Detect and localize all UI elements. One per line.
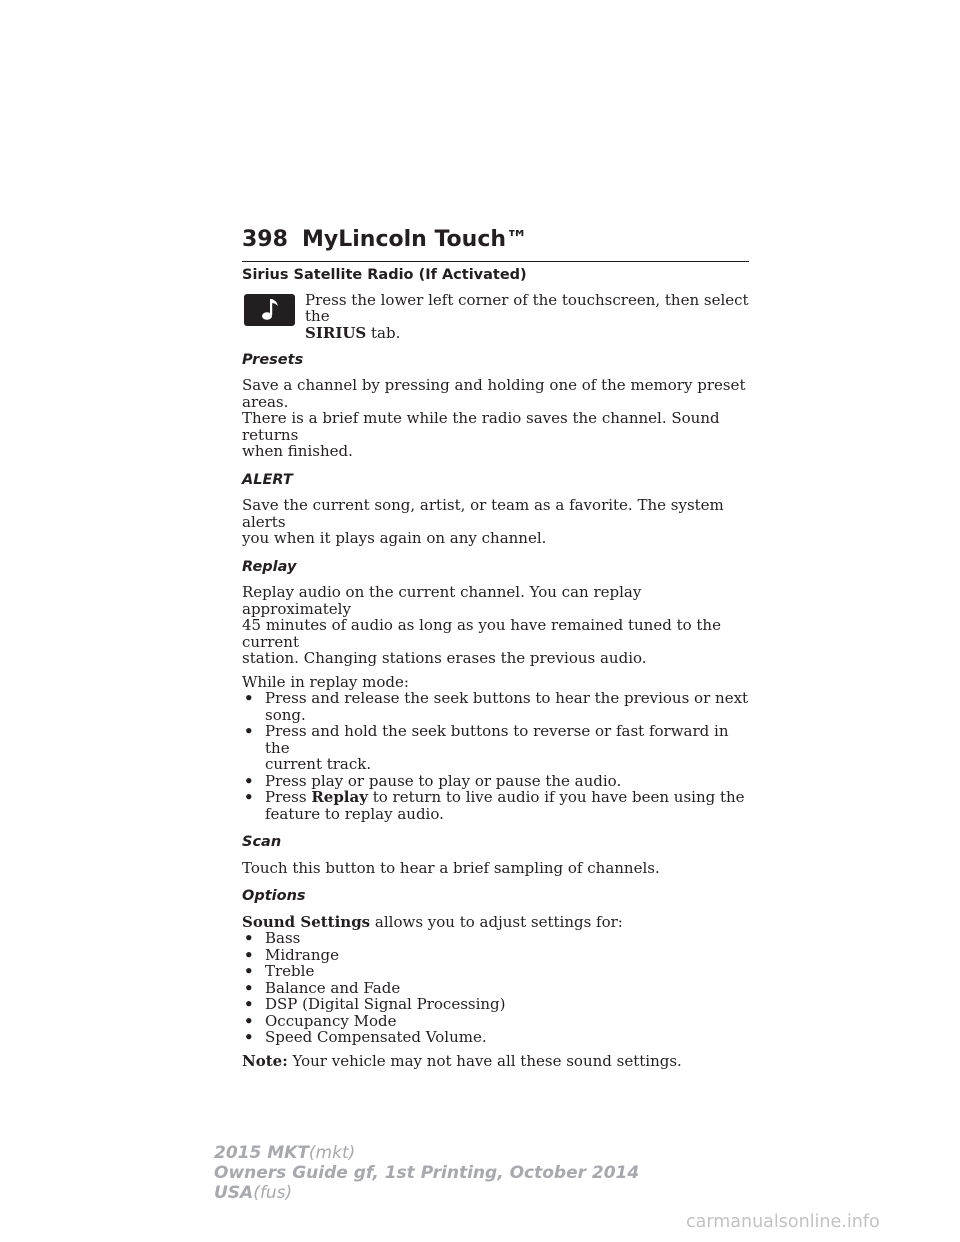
note-label: Note: [242, 1051, 288, 1070]
list-item: • Press Replay to return to live audio if you have been using the feature to replay audio. [242, 789, 752, 822]
section-title: Sirius Satellite Radio (If Activated) [242, 267, 527, 283]
list-item: • Balance and Fade [242, 980, 752, 997]
chapter-title: MyLincoln Touch™ [302, 227, 529, 252]
watermark: carmanualsonline.info [686, 1212, 880, 1232]
sirius-instruction [242, 292, 752, 340]
sirius-instruction-text: Press the lower left corner of the touchscreen, then select the SIRIUS tab. [305, 290, 749, 342]
page-footer [214, 1143, 639, 1203]
list-item: • Speed Compensated Volume. [242, 1029, 752, 1046]
presets-text: Save a channel by pressing and holding one of the memory preset areas. There is a brief mute while the radio saves the channel. Sound returns when finished. [242, 376, 746, 460]
replay-text: Replay audio on the current channel. You can replay approximately 45 minutes of audio as long as you have remained tuned to the current station. Changing stations erases the previous audio. [242, 583, 721, 667]
list-item: • Press and hold the seek buttons to reverse or fast forward in the current track. [242, 723, 752, 773]
footer-guide: Owners Guide gf, 1st Printing, October 2014 [214, 1163, 640, 1183]
list-item: • Press and release the seek buttons to hear the previous or next song. [242, 690, 752, 723]
list-item: • DSP (Digital Signal Processing) [242, 996, 752, 1013]
note-text: Note: Your vehicle may not have all these sound settings. [242, 1051, 682, 1070]
presets-heading: Presets [242, 351, 304, 368]
replay-mode-intro: While in replay mode: [242, 672, 409, 691]
footer-market: USA(fus) [214, 1183, 293, 1203]
list-item: • Treble [242, 963, 752, 980]
list-item: • Bass [242, 930, 752, 947]
page-number: 398 [242, 227, 288, 252]
replay-label: Replay [311, 788, 368, 806]
alert-text: Save the current song, artist, or team as a favorite. The system alerts you when it plays again on any channel. [242, 496, 724, 547]
list-item: • Occupancy Mode [242, 1013, 752, 1030]
options-heading: Options [242, 888, 306, 904]
sound-settings-intro: Sound Settings allows you to adjust settings for: [242, 912, 623, 931]
music-note-icon [244, 294, 295, 326]
footer-model: 2015 MKT(mkt) [214, 1143, 356, 1163]
replay-bullet-list [242, 690, 752, 822]
replay-heading: Replay [242, 558, 297, 575]
list-item: • Press play or pause to play or pause the audio. [242, 773, 752, 790]
page-header [242, 227, 749, 262]
scan-text: Touch this button to hear a brief sampling of channels. [242, 858, 660, 877]
page-content [242, 267, 752, 1076]
sound-settings-list [242, 930, 752, 1046]
sirius-tab-label: SIRIUS [305, 323, 367, 342]
alert-heading: ALERT [242, 471, 293, 488]
sound-settings-label: Sound Settings [242, 912, 371, 931]
scan-heading: Scan [242, 834, 282, 850]
list-item: • Midrange [242, 947, 752, 964]
